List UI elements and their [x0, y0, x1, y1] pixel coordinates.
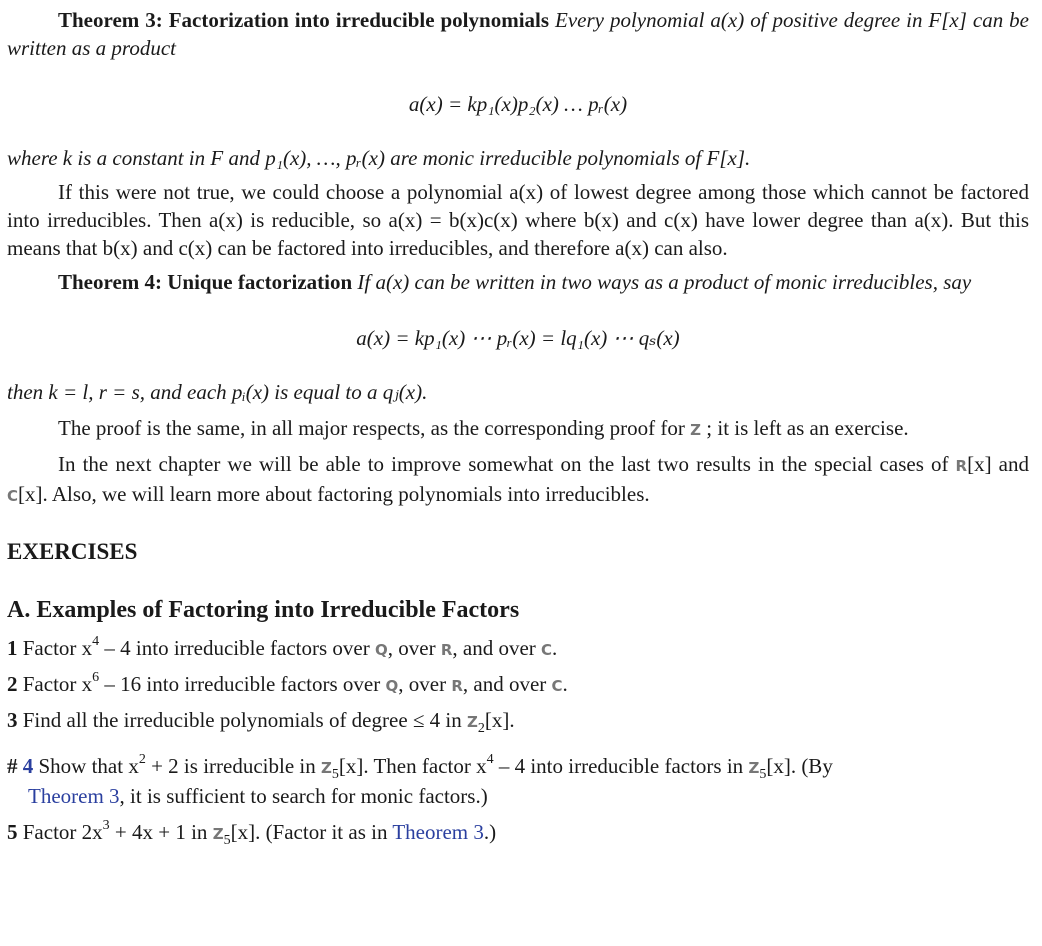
- theorem3-statement: Every polynomial a(x) of positive degree in F[x] can be written as a product: [7, 8, 1030, 60]
- reals-symbol: R: [451, 677, 463, 695]
- theorem4-then: then k = l, r = s, and each pᵢ(x) is equal to a qⱼ(x).: [7, 380, 428, 404]
- exercise-text: , and over: [462, 672, 547, 696]
- exercise-1: [7, 634, 1029, 664]
- next-chapter-text-2: [x] and: [967, 452, 1030, 476]
- exercise-number: 4: [22, 754, 34, 778]
- exercise-text: Factor x: [22, 636, 93, 660]
- complex-symbol: C: [551, 677, 563, 695]
- subscript: 2: [477, 721, 485, 737]
- exercise-number: 3: [7, 708, 18, 732]
- exercise-text: , it is sufficient to search for monic factors.): [119, 784, 488, 808]
- integers-symbol: Z: [212, 825, 224, 843]
- integers-symbol: Z: [467, 713, 478, 731]
- theorem4-equation: a(x) = kp₁(x) ⋯ pᵣ(x) = lq₁(x) ⋯ qₛ(x): [356, 326, 680, 350]
- subscript: 5: [223, 833, 231, 849]
- exercise-text: , and over: [452, 636, 536, 660]
- theorem4-paragraph: [7, 268, 1029, 296]
- theorem3-label: Theorem 3: Factorization into irreducible polynomials: [58, 8, 550, 32]
- exercise-text: – 4 into irreducible factors over: [99, 636, 370, 660]
- proof4-text-after: ; it is left as an exercise.: [706, 416, 909, 440]
- theorem4-statement: If a(x) can be written in two ways as a product of monic irreducibles, say: [357, 270, 972, 294]
- exercise-text: [x]. Then factor x: [338, 754, 487, 778]
- exponent: 6: [92, 670, 100, 685]
- reals-symbol: R: [440, 641, 453, 659]
- exercise-5: [7, 818, 1029, 848]
- exercise-text: .: [552, 636, 558, 660]
- theorem3-paragraph: [7, 6, 1029, 62]
- proof4-text-before: The proof is the same, in all major respects, as the corresponding proof for: [58, 416, 685, 440]
- complex-symbol: C: [7, 487, 19, 505]
- exercise-4-continued: [7, 782, 1029, 810]
- next-chapter-paragraph: [7, 450, 1029, 510]
- proof4-paragraph: [7, 414, 1029, 444]
- theorem3-link[interactable]: Theorem 3: [28, 784, 120, 808]
- exponent: 4: [486, 752, 494, 767]
- theorem3-where: where k is a constant in F and p₁(x), …, pᵣ(x) are monic irreducible polynomials of F[x].: [7, 146, 751, 170]
- next-chapter-text-1: In the next chapter we will be able to improve somewhat on the last two results in the special cases of: [58, 452, 949, 476]
- document-page: [7, 6, 1029, 848]
- theorem3-equation: a(x) = kp₁(x)p₂(x) … pᵣ(x): [408, 92, 628, 116]
- exercise-number: 2: [7, 672, 18, 696]
- exercise-text: + 4x + 1 in: [109, 820, 208, 844]
- exercise-text: Show that x: [38, 754, 139, 778]
- exercise-text: [x]. (Factor it as in: [230, 820, 388, 844]
- exercise-text: Factor 2x: [22, 820, 103, 844]
- exercise-text: , over: [398, 672, 447, 696]
- exercise-text: – 4 into irreducible factors in: [493, 754, 744, 778]
- complex-symbol: C: [541, 641, 553, 659]
- reals-symbol: R: [955, 457, 968, 475]
- integers-symbol: Z: [690, 421, 702, 439]
- exponent: 4: [92, 634, 100, 649]
- exercise-text: – 16 into irreducible factors over: [99, 672, 381, 696]
- rationals-symbol: Q: [385, 677, 399, 695]
- integers-symbol: Z: [320, 759, 332, 777]
- exponent: 3: [102, 818, 110, 833]
- exercise-number: 5: [7, 820, 18, 844]
- exercise-4: [7, 752, 1029, 782]
- proof3-paragraph: If this were not true, we could choose a polynomial a(x) of lowest degree among those which cannot be factored into irreducibles. Then a(x) is reducible, so a(x) = b(x)c(x) where b(x) and c(x) have lower degree than a(x). But this means that b(x) and c(x) can be factored into irreducibles, and therefore a(x) can also.: [7, 180, 1029, 260]
- subscript: 5: [759, 767, 767, 783]
- exercise-number: 1: [7, 636, 18, 660]
- theorem3-link[interactable]: Theorem 3: [392, 820, 484, 844]
- exercise-text: , over: [387, 636, 436, 660]
- exercises-heading: EXERCISES: [7, 539, 138, 564]
- exercise-text: + 2 is irreducible in: [145, 754, 316, 778]
- exercise-text: Find all the irreducible polynomials of degree ≤ 4 in: [22, 708, 462, 732]
- exercise-text: .: [562, 672, 568, 696]
- exercise-text: [x]. (By: [766, 754, 833, 778]
- exercise-text: [x].: [484, 708, 515, 732]
- exercise-text: .): [483, 820, 497, 844]
- exercise-text: Factor x: [22, 672, 93, 696]
- next-chapter-text-3: [x]. Also, we will learn more about factoring polynomials into irreducibles.: [18, 482, 650, 506]
- rationals-symbol: Q: [374, 641, 388, 659]
- subscript: 5: [331, 767, 339, 783]
- exercise-2: [7, 670, 1029, 700]
- integers-symbol: Z: [748, 759, 760, 777]
- starred-marker: #: [7, 754, 18, 778]
- exercise-3: [7, 706, 1029, 736]
- exponent: 2: [138, 752, 146, 767]
- section-a-heading: A. Examples of Factoring into Irreducible Factors: [7, 597, 520, 623]
- theorem4-label: Theorem 4: Unique factorization: [58, 270, 353, 294]
